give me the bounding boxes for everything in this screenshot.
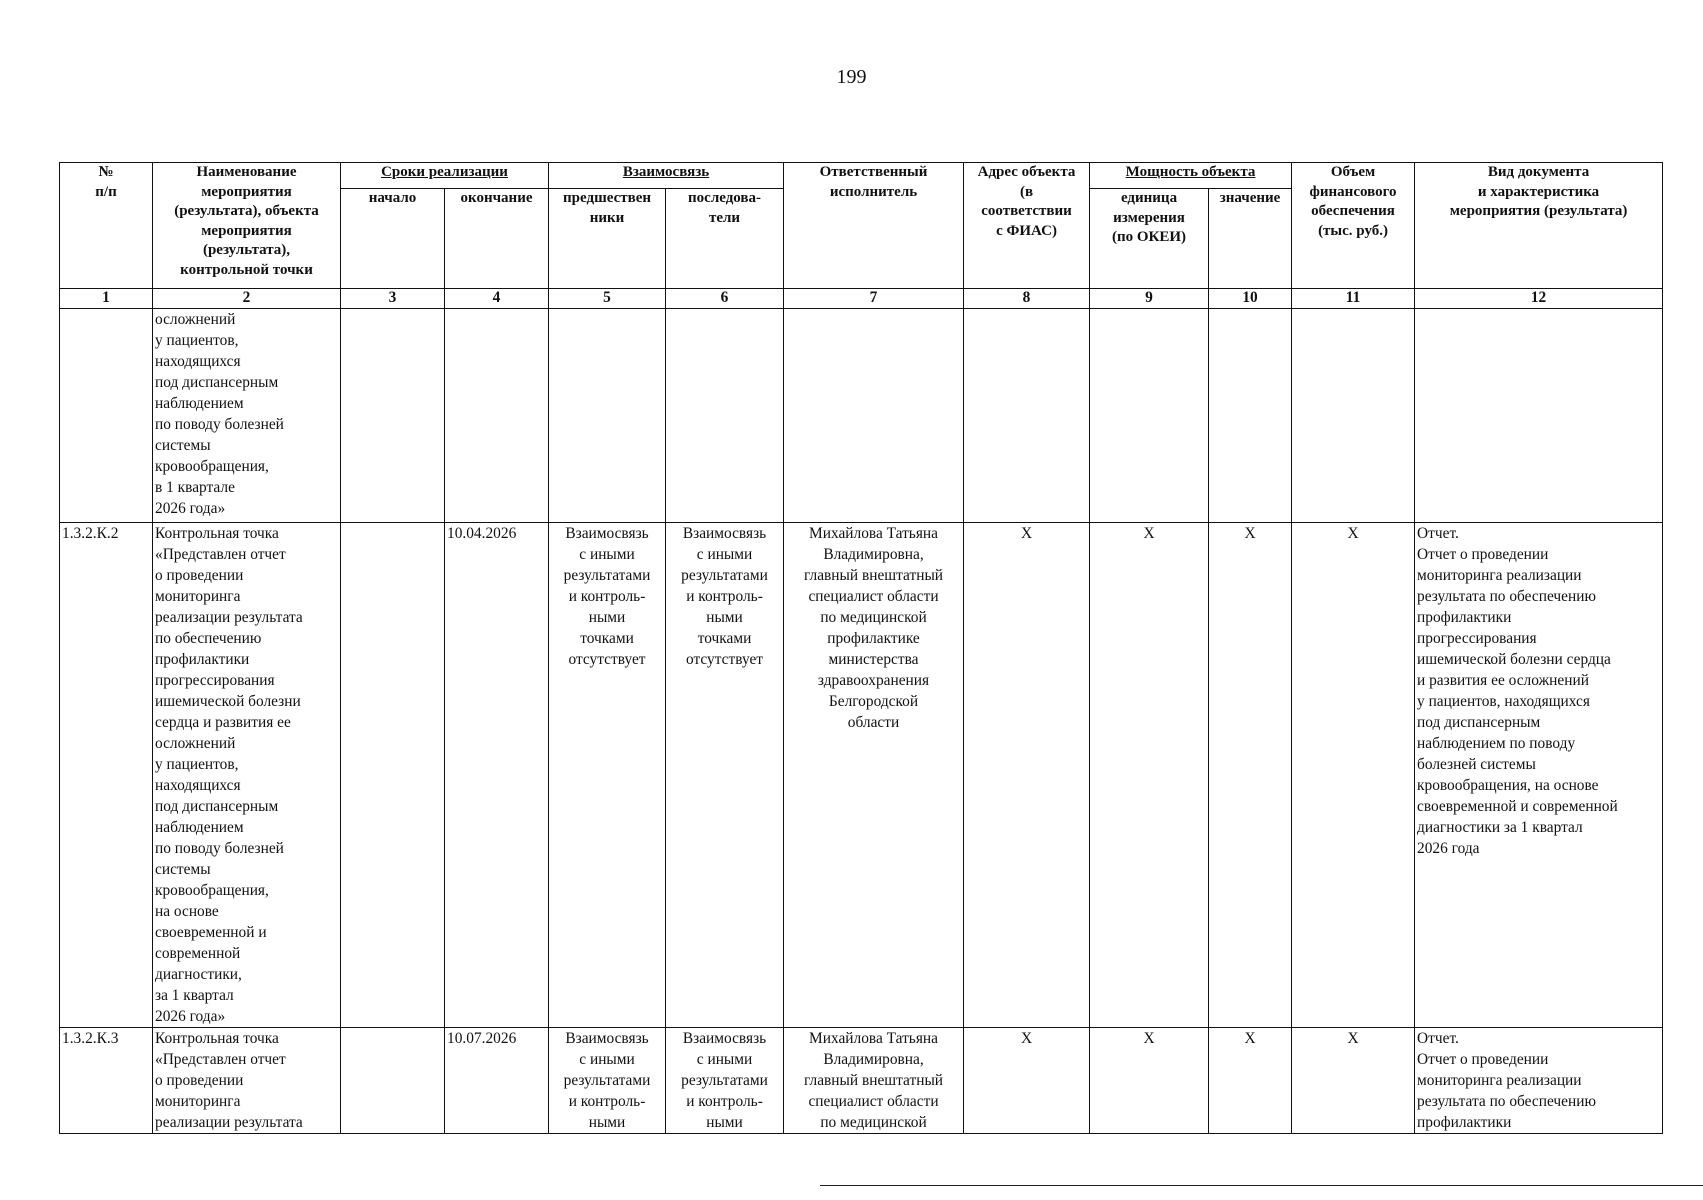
row-finance: X	[1292, 523, 1415, 1028]
column-number: 8	[964, 289, 1090, 309]
text-line: области	[847, 714, 900, 731]
text-line: «Представлен отчет	[155, 546, 286, 563]
text-line: результатами	[563, 567, 651, 584]
text-line: находящихся	[155, 353, 241, 370]
text-line: ишемической болезни сердца	[1417, 651, 1611, 668]
row-doc	[1415, 523, 1663, 1028]
row-predecessors	[549, 523, 666, 1028]
column-number: 2	[153, 289, 341, 309]
text-line: п/п	[95, 183, 117, 200]
row-responsible	[784, 309, 964, 523]
text-line: ники	[589, 209, 625, 226]
column-number: 4	[445, 289, 549, 309]
row-predecessors	[549, 309, 666, 523]
text-line: у пациентов, находящихся	[1417, 693, 1590, 710]
text-line: результатами	[681, 567, 768, 584]
text-line: системы	[155, 437, 211, 454]
text-line: сердца и развития ее	[155, 714, 291, 731]
page-number: 199	[836, 66, 867, 88]
column-number: 3	[341, 289, 445, 309]
text-line: мероприятия	[201, 222, 292, 239]
text-line: реализации результата	[155, 609, 303, 626]
row-end: 10.07.2026	[445, 1028, 549, 1134]
column-number: 5	[549, 289, 666, 309]
text-line: ными	[706, 609, 743, 626]
text-line: у пациентов,	[155, 332, 239, 349]
row-successors	[666, 523, 784, 1028]
header-unit	[1090, 189, 1209, 289]
text-line: ными	[588, 609, 626, 626]
text-line: и развития ее осложнений	[1417, 672, 1589, 689]
text-line: кровообращения,	[155, 882, 269, 899]
text-line: тели	[708, 209, 741, 226]
row-start	[341, 309, 445, 523]
text-line: диагностики,	[155, 966, 242, 983]
text-line: результатами	[563, 1072, 651, 1089]
header-predecessors	[549, 189, 666, 289]
text-line: точками	[580, 630, 634, 647]
text-line: Отчет.	[1417, 1030, 1459, 1047]
header-row-top	[60, 163, 1663, 189]
text-line: и контроль-	[568, 588, 646, 605]
text-line: в 1 квартале	[155, 479, 235, 496]
text-line: ишемической болезни	[155, 693, 301, 710]
text-line: Отчет о проведении	[1417, 1051, 1549, 1068]
row-value	[1209, 309, 1292, 523]
text-line: результата по обеспечению	[1417, 1093, 1596, 1110]
text-line: своевременной и	[155, 924, 267, 941]
text-line: единица	[1120, 190, 1178, 206]
column-number: 6	[666, 289, 784, 309]
text-line: последова-	[688, 190, 762, 206]
text-line: ными	[588, 1114, 626, 1131]
text-line: Взаимосвязь	[565, 1030, 649, 1047]
header-link: Взаимосвязь	[549, 163, 784, 189]
header-name	[153, 163, 341, 289]
text-line: Контрольная точка	[155, 525, 279, 542]
column-number: 11	[1292, 289, 1415, 309]
header-end: окончание	[445, 189, 549, 289]
text-line: за 1 квартал	[155, 987, 234, 1004]
text-line: ными	[706, 1114, 743, 1131]
text-line: и контроль-	[686, 588, 763, 605]
row-predecessors	[549, 1028, 666, 1134]
text-line: Объем	[1330, 164, 1376, 180]
text-line: под диспансерным	[1417, 714, 1541, 731]
row-start	[341, 1028, 445, 1134]
text-line: результата по обеспечению	[1417, 588, 1596, 605]
text-line: специалист области	[808, 588, 939, 605]
text-line: по обеспечению	[155, 630, 262, 647]
bottom-rule	[820, 1185, 1703, 1186]
text-line: Отчет.	[1417, 525, 1459, 542]
row-value: X	[1209, 523, 1292, 1028]
text-line: здравоохранения	[817, 672, 930, 689]
text-line: Наименование	[196, 164, 297, 180]
text-line: по поводу болезней	[155, 840, 284, 857]
row-name	[153, 523, 341, 1028]
text-line: и контроль-	[568, 1093, 646, 1110]
header-num	[60, 163, 153, 289]
table-row	[60, 523, 1663, 1028]
table-row	[60, 309, 1663, 523]
text-line: с иными	[696, 1051, 753, 1068]
text-line: мониторинга	[155, 1093, 241, 1110]
text-line: у пациентов,	[155, 756, 239, 773]
column-number: 9	[1090, 289, 1209, 309]
column-number: 7	[784, 289, 964, 309]
header-start: начало	[341, 189, 445, 289]
text-line: Вид документа	[1487, 164, 1590, 180]
text-line: 2026 года»	[155, 500, 226, 517]
row-address: X	[964, 523, 1090, 1028]
text-line: главный внештатный	[803, 567, 944, 584]
text-line: и контроль-	[686, 1093, 763, 1110]
row-finance	[1292, 309, 1415, 523]
text-line: профилактики	[155, 651, 250, 668]
text-line: реализации результата	[155, 1114, 303, 1131]
text-line: мероприятия (результата)	[1449, 203, 1628, 219]
text-line: мероприятия	[201, 183, 292, 200]
row-name	[153, 1028, 341, 1134]
text-line: Взаимосвязь	[682, 1030, 767, 1047]
row-name	[153, 309, 341, 523]
row-responsible	[784, 1028, 964, 1134]
text-line: осложнений	[155, 735, 236, 752]
text-line: №	[98, 164, 114, 180]
text-line: прогрессирования	[155, 672, 275, 689]
text-line: осложнений	[155, 311, 236, 328]
row-start	[341, 523, 445, 1028]
row-successors	[666, 309, 784, 523]
text-line: 2026 года	[1417, 840, 1480, 857]
text-line: мониторинга реализации	[1417, 567, 1582, 584]
header-doc-type	[1415, 163, 1663, 289]
text-line: на основе	[155, 903, 219, 920]
text-line: диагностики за 1 квартал	[1417, 819, 1583, 836]
text-line: министерства	[828, 651, 919, 668]
text-line: кровообращения,	[155, 458, 269, 475]
column-number: 1	[60, 289, 153, 309]
text-line: (по ОКЕИ)	[1111, 229, 1187, 245]
column-number: 10	[1209, 289, 1292, 309]
text-line: Михайлова Татьяна	[809, 1030, 938, 1047]
text-line: современной	[155, 945, 241, 962]
row-end	[445, 309, 549, 523]
row-unit: X	[1090, 1028, 1209, 1134]
text-line: отсутствует	[568, 651, 646, 668]
text-line: наблюдением по поводу	[1417, 735, 1576, 752]
text-line: Владимировна,	[823, 1051, 924, 1068]
text-line: измерения	[1113, 209, 1185, 226]
text-line: (результата), объекта	[174, 203, 319, 219]
row-address: X	[964, 1028, 1090, 1134]
text-line: отсутствует	[686, 651, 764, 668]
text-line: исполнитель	[829, 183, 918, 200]
text-line: обеспечения	[1311, 203, 1395, 219]
text-line: точками	[697, 630, 752, 647]
column-numbers-row	[60, 289, 1663, 309]
row-end: 10.04.2026	[445, 523, 549, 1028]
row-id: 1.3.2.К.2	[60, 523, 153, 1028]
row-doc	[1415, 309, 1663, 523]
row-id	[60, 309, 153, 523]
text-line: «Представлен отчет	[155, 1051, 286, 1068]
header-responsible	[784, 163, 964, 289]
text-line: с ФИАС)	[996, 222, 1057, 239]
text-line: Владимировна,	[823, 546, 924, 563]
text-line: 2026 года»	[155, 1008, 226, 1025]
row-address	[964, 309, 1090, 523]
text-line: с иными	[579, 546, 635, 563]
text-line: (тыс. руб.)	[1318, 222, 1388, 239]
text-line: (в	[1019, 183, 1034, 200]
text-line: и характеристика	[1477, 183, 1600, 200]
text-line: Отчет о проведении	[1417, 546, 1549, 563]
text-line: Ответственный	[819, 164, 928, 180]
header-capacity: Мощность объекта	[1090, 163, 1292, 189]
header-finance	[1292, 163, 1415, 289]
text-line: наблюдением	[155, 819, 244, 836]
text-line: своевременной и современной	[1417, 798, 1618, 815]
text-line: с иными	[579, 1051, 635, 1068]
text-line: профилактике	[827, 630, 920, 647]
header-successors	[666, 189, 784, 289]
header-value: значение	[1209, 189, 1292, 289]
text-line: финансового	[1309, 183, 1397, 200]
row-doc	[1415, 1028, 1663, 1134]
header-address	[964, 163, 1090, 289]
text-line: под диспансерным	[155, 798, 279, 815]
text-line: под диспансерным	[155, 374, 279, 391]
text-line: Михайлова Татьяна	[809, 525, 938, 542]
text-line: о проведении	[155, 567, 244, 584]
header-terms: Сроки реализации	[341, 163, 549, 189]
text-line: наблюдением	[155, 395, 244, 412]
text-line: находящихся	[155, 777, 241, 794]
text-line: профилактики	[1417, 609, 1512, 626]
row-unit: X	[1090, 523, 1209, 1028]
text-line: результатами	[681, 1072, 768, 1089]
text-line: по медицинской	[820, 609, 927, 626]
text-line: профилактики	[1417, 1114, 1512, 1131]
text-line: контрольной точки	[180, 261, 313, 278]
text-line: соответствии	[981, 203, 1072, 219]
row-responsible	[784, 523, 964, 1028]
text-line: главный внештатный	[803, 1072, 944, 1089]
text-line: специалист области	[808, 1093, 939, 1110]
row-finance: X	[1292, 1028, 1415, 1134]
text-line: (результата),	[202, 242, 291, 258]
text-line: болезней системы	[1417, 756, 1536, 773]
text-line: Взаимосвязь	[682, 525, 767, 542]
text-line: по медицинской	[820, 1114, 927, 1131]
row-id: 1.3.2.К.3	[60, 1028, 153, 1134]
text-line: предшествен	[563, 190, 651, 206]
text-line: о проведении	[155, 1072, 244, 1089]
text-line: Адрес объекта	[977, 164, 1076, 180]
column-number: 12	[1415, 289, 1663, 309]
table-row	[60, 1028, 1663, 1134]
row-successors	[666, 1028, 784, 1134]
text-line: Взаимосвязь	[565, 525, 649, 542]
text-line: с иными	[696, 546, 753, 563]
text-line: мониторинга реализации	[1417, 1072, 1582, 1089]
text-line: кровообращения, на основе	[1417, 777, 1599, 794]
text-line: Белгородской	[828, 693, 919, 710]
text-line: системы	[155, 861, 211, 878]
text-line: по поводу болезней	[155, 416, 284, 433]
text-line: мониторинга	[155, 588, 241, 605]
text-line: Контрольная точка	[155, 1030, 279, 1047]
events-table	[59, 162, 1663, 1134]
text-line: прогрессирования	[1417, 630, 1537, 647]
row-unit	[1090, 309, 1209, 523]
row-value: X	[1209, 1028, 1292, 1134]
